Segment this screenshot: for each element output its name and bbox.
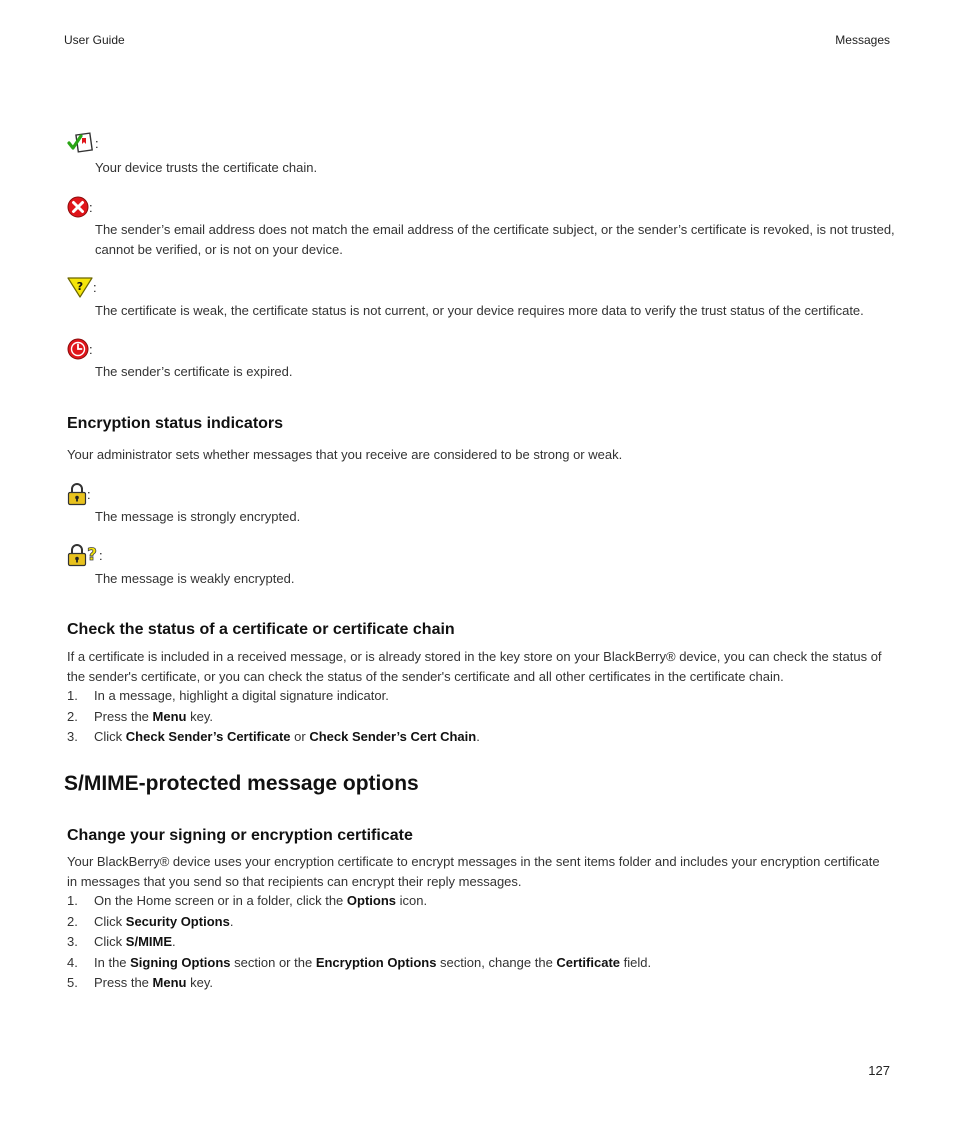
step-item	[67, 891, 893, 912]
step-item	[67, 686, 893, 707]
step-number: 1.	[67, 688, 78, 703]
step-item	[67, 932, 893, 953]
ui-term: Signing Options	[130, 954, 231, 970]
step-text: Click	[94, 934, 126, 949]
ui-term: Security Options	[125, 913, 230, 929]
ui-term: Menu	[152, 975, 187, 990]
step-text: .	[476, 729, 480, 744]
trusted-certificate-icon	[67, 131, 95, 155]
step-text: In a message, highlight a digital signature indicator.	[94, 688, 389, 703]
change-certificate-intro: Your BlackBerry® device uses your encryption certificate to encrypt messages in the sent items folder and includes your encryption certificate in messages that you send so that recipients can encrypt their reply messages.	[67, 854, 880, 889]
svg-text:?: ?	[87, 545, 97, 565]
step-text: Click	[94, 913, 126, 929]
encryption-intro: Your administrator sets whether messages that you receive are considered to be strong or weak.	[67, 447, 623, 462]
unverified-description: The certificate is weak, the certificate status is not current, or your device requires more data to verify the trust status of the certificate.	[95, 303, 864, 318]
weak-encryption-lock-icon	[67, 543, 99, 567]
trusted-description: Your device trusts the certificate chain.	[95, 160, 318, 175]
step-text: or	[290, 729, 310, 744]
strong-encryption-indicator	[67, 481, 91, 507]
untrusted-indicator	[67, 194, 93, 220]
step-text: key.	[186, 708, 213, 724]
strong-encryption-lock-icon	[67, 482, 87, 506]
step-item	[67, 707, 893, 728]
step-text: field.	[620, 954, 652, 970]
weak-encryption-indicator	[67, 542, 103, 568]
step-number: 4.	[67, 954, 78, 970]
expired-indicator	[67, 336, 93, 362]
change-certificate-steps	[67, 891, 893, 994]
trusted-indicator	[67, 130, 99, 156]
step-item	[67, 912, 893, 933]
expired-certificate-icon	[67, 338, 89, 360]
indicator-colon: :	[93, 279, 97, 295]
page-number: 127	[868, 1063, 890, 1078]
step-text: In the	[94, 954, 131, 970]
step-text: Press the	[94, 975, 153, 990]
untrusted-description: The sender’s email address does not match the email address of the certificate subject, or the sender’s certificate is revoked, is not trusted, cannot be verified, or is not on your device.	[95, 222, 895, 257]
unverified-indicator	[67, 274, 97, 300]
indicator-colon: :	[89, 199, 93, 215]
check-status-heading: Check the status of a certificate or certificate chain	[67, 621, 455, 638]
header-title: User Guide	[64, 33, 125, 47]
expired-description: The sender’s certificate is expired.	[95, 364, 293, 379]
indicator-colon: :	[99, 547, 103, 563]
step-text: section or the	[230, 954, 316, 970]
step-text: section, change the	[436, 954, 557, 970]
indicator-colon: :	[89, 341, 93, 357]
step-number: 3.	[67, 729, 78, 744]
weak-encryption-description: The message is weakly encrypted.	[95, 571, 295, 586]
ui-term: S/MIME	[125, 934, 173, 949]
step-item	[67, 727, 893, 748]
svg-text:?: ?	[76, 280, 84, 293]
ui-term: Check Sender’s Certificate	[125, 729, 291, 744]
step-text: On the Home screen or in a folder, click the	[94, 893, 347, 908]
check-status-intro: If a certificate is included in a received message, or is already stored in the key store on your BlackBerry® device, you can check the status of the sender's certificate, or you can check the status of the sender's certificate and all other certificates in the certificate chain.	[67, 649, 882, 684]
step-item	[67, 973, 893, 994]
step-text: .	[229, 913, 234, 929]
step-text: key.	[186, 975, 213, 990]
indicator-colon: :	[95, 135, 99, 151]
step-text: icon.	[396, 893, 428, 908]
step-number: 3.	[67, 934, 78, 949]
indicator-colon: :	[87, 486, 91, 502]
check-status-steps	[67, 686, 893, 748]
header-section: Messages	[835, 33, 890, 47]
ui-term: Options	[346, 893, 397, 908]
ui-term: Certificate	[556, 954, 620, 970]
ui-term: Check Sender’s Cert Chain	[309, 729, 477, 744]
step-text: Click	[94, 729, 126, 744]
step-text: .	[172, 934, 176, 949]
step-text: Press the	[94, 708, 153, 724]
step-number: 1.	[67, 893, 78, 908]
unverified-certificate-icon	[67, 276, 93, 298]
step-number: 2.	[67, 913, 78, 929]
ui-term: Menu	[152, 708, 187, 724]
ui-term: Encryption Options	[315, 954, 437, 970]
step-number: 5.	[67, 975, 78, 990]
smime-heading: S/MIME-protected message options	[64, 772, 419, 795]
step-number: 2.	[67, 708, 78, 724]
strong-encryption-description: The message is strongly encrypted.	[95, 509, 301, 524]
encryption-heading: Encryption status indicators	[67, 415, 284, 432]
change-certificate-heading: Change your signing or encryption certificate	[67, 827, 413, 844]
step-item	[67, 953, 893, 974]
untrusted-certificate-icon	[67, 196, 89, 218]
